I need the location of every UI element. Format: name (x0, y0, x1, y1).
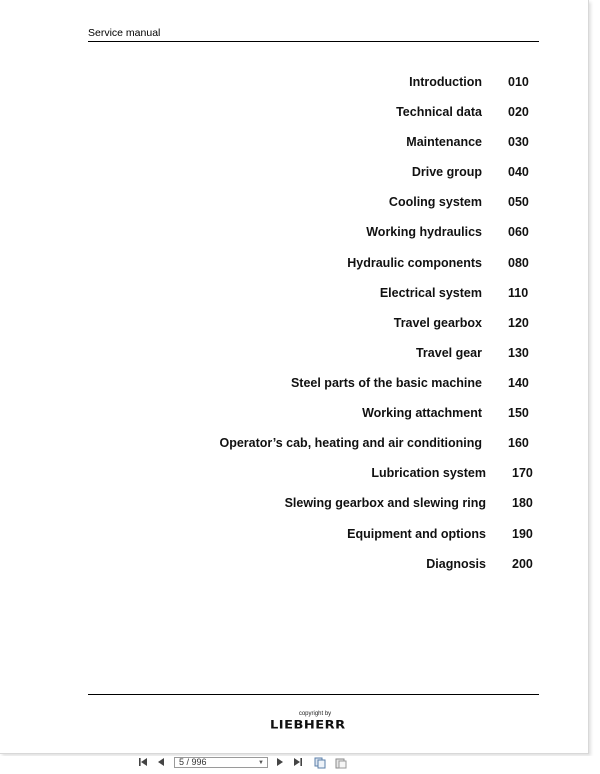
toc-entry-number: 120 (508, 316, 529, 330)
toc-entry[interactable] (0, 165, 588, 185)
paste-icon[interactable] (335, 756, 346, 767)
toc-entry-label: Cooling system (388, 195, 482, 209)
toc-entry-number: 060 (508, 225, 529, 239)
toc-entry-number: 010 (508, 75, 529, 89)
toc-entry[interactable] (0, 75, 588, 95)
toc-entry-label: Introduction (409, 75, 482, 89)
toc-entry[interactable] (0, 557, 588, 577)
toc-entry[interactable] (0, 195, 588, 215)
pdf-viewer-toolbar (0, 756, 600, 769)
toc-entry[interactable] (0, 527, 588, 547)
toc-entry-label: Hydraulic components (347, 256, 482, 270)
toc-entry[interactable] (0, 496, 588, 516)
toc-entry-label: Travel gear (415, 346, 482, 360)
header-title: Service manual (88, 27, 161, 39)
toc-entry[interactable] (0, 225, 588, 245)
toc-entry-number: 170 (512, 466, 533, 480)
first-page-icon[interactable] (138, 757, 148, 770)
next-page-icon[interactable] (276, 757, 284, 770)
toc-entry-number: 080 (508, 256, 529, 270)
toc-entry-label: Drive group (411, 165, 482, 179)
toc-entry-number: 110 (508, 286, 529, 300)
toc-entry-label: Slewing gearbox and slewing ring (284, 496, 486, 510)
toc-entry-number: 050 (508, 195, 529, 209)
toc-entry[interactable] (0, 406, 588, 426)
toc-entry[interactable] (0, 436, 588, 456)
toc-entry[interactable] (0, 376, 588, 396)
toc-entry[interactable] (0, 316, 588, 336)
copyright-text: copyright by (298, 711, 332, 717)
toc-entry[interactable] (0, 135, 588, 155)
footer-divider (88, 694, 539, 695)
toc-entry-label: Operator’s cab, heating and air conditioning (219, 436, 482, 450)
previous-page-icon[interactable] (157, 757, 165, 770)
toc-entry[interactable] (0, 466, 588, 486)
toc-entry-label: Maintenance (406, 135, 482, 149)
toc-entry-number: 200 (512, 557, 533, 571)
toc-entry-label: Equipment and options (347, 527, 486, 541)
toc-entry-label: Travel gearbox (393, 316, 482, 330)
toc-entry[interactable] (0, 256, 588, 276)
toc-entry[interactable] (0, 346, 588, 366)
toc-entry[interactable] (0, 286, 588, 306)
header-divider (88, 41, 539, 42)
page-number-field[interactable] (174, 757, 268, 768)
toc-entry-label: Steel parts of the basic machine (290, 376, 482, 390)
toc-entry-label: Technical data (396, 105, 482, 119)
toc-entry-label: Working attachment (362, 406, 482, 420)
toc-entry-number: 140 (508, 376, 529, 390)
page-indicator: 5 / 996 (179, 757, 207, 767)
toc-entry[interactable] (0, 105, 588, 125)
toc-entry-number: 180 (512, 496, 533, 510)
toc-entry-number: 040 (508, 165, 529, 179)
toc-entry-number: 020 (508, 105, 529, 119)
toc-entry-number: 030 (508, 135, 529, 149)
toc-entry-label: Working hydraulics (366, 225, 482, 239)
toc-entry-number: 150 (508, 406, 529, 420)
toc-entry-number: 130 (508, 346, 529, 360)
last-page-icon[interactable] (293, 757, 303, 770)
toc-entry-number: 160 (508, 436, 529, 450)
toc-entry-label: Lubrication system (371, 466, 486, 480)
toc-entry-number: 190 (512, 527, 533, 541)
liebherr-logo: LIEBHERR (270, 718, 346, 733)
toc-entry-label: Electrical system (379, 286, 482, 300)
copy-icon[interactable] (314, 756, 325, 767)
chevron-down-icon[interactable]: ▼ (258, 760, 264, 766)
toc-entry-label: Diagnosis (426, 557, 486, 571)
